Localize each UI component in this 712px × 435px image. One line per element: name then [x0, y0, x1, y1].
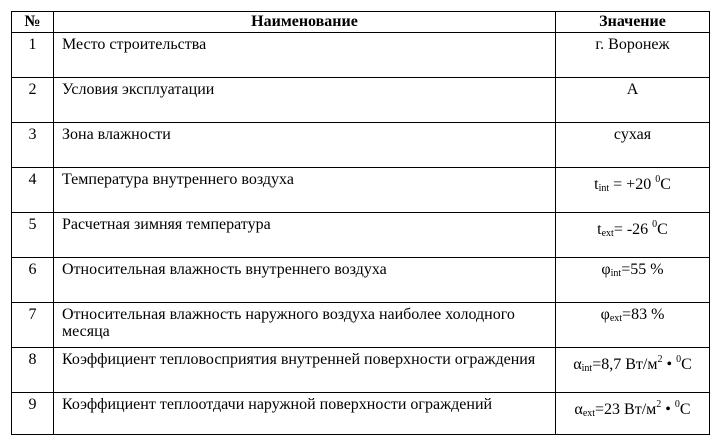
table-row	[12, 123, 710, 168]
header-number: №	[12, 12, 54, 33]
row-number: 9	[12, 393, 54, 435]
row-name: Коэффициент тепловосприятия внутренней поверхности ограждения	[54, 348, 556, 393]
row-name: Коэффициент теплоотдачи наружной поверхности ограждений	[54, 393, 556, 435]
row-value: $\varphi_{ext}=83$ %	[556, 303, 710, 348]
header-value: Значение	[556, 12, 710, 33]
row-number: 1	[12, 33, 54, 78]
row-name: Условия эксплуатации	[54, 78, 556, 123]
header-name: Наименование	[54, 12, 556, 33]
row-number: 6	[12, 258, 54, 303]
row-value: $t_{int} = +20$ $^0$С	[556, 168, 710, 213]
table-row	[12, 348, 710, 393]
table-row	[12, 303, 710, 348]
row-value: $\alpha_{int}=8,7$ $Вт/м^2$ • $^0$С	[556, 348, 710, 393]
table-row	[12, 213, 710, 258]
row-name: Относительная влажность внутреннего воздуха	[54, 258, 556, 303]
row-name: Относительная влажность наружного воздуха наиболее холодного месяца	[54, 303, 556, 348]
row-number: 3	[12, 123, 54, 168]
row-number: 2	[12, 78, 54, 123]
row-number: 7	[12, 303, 54, 348]
row-name: Зона влажности	[54, 123, 556, 168]
table-row	[12, 393, 710, 435]
table-row	[12, 33, 710, 78]
row-value: $\varphi_{int}=55$ %	[556, 258, 710, 303]
table-row	[12, 78, 710, 123]
row-number: 5	[12, 213, 54, 258]
row-value: сухая	[556, 123, 710, 168]
header-row	[12, 12, 710, 33]
row-number: 4	[12, 168, 54, 213]
row-number: 8	[12, 348, 54, 393]
row-name: Температура внутреннего воздуха	[54, 168, 556, 213]
row-name: Место строительства	[54, 33, 556, 78]
parameters-table	[11, 11, 710, 435]
row-value: г. Воронеж	[556, 33, 710, 78]
row-value: $\alpha_{ext}=23$ $Вт/м^2$ • $^0$С	[556, 393, 710, 435]
row-value: $t_{ext}= -26$ $^0$С	[556, 213, 710, 258]
row-value: А	[556, 78, 710, 123]
table-row	[12, 168, 710, 213]
row-name: Расчетная зимняя температура	[54, 213, 556, 258]
table-row	[12, 258, 710, 303]
